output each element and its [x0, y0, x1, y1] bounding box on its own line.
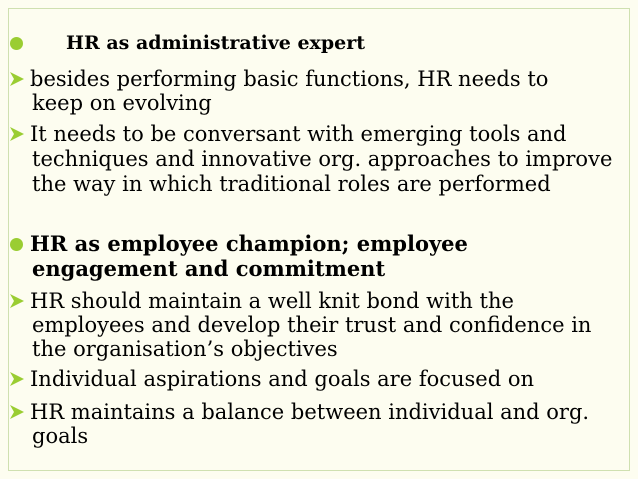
section2-point1-line1: HR should maintain a well knit bond with the	[30, 289, 514, 313]
bullet-dot-icon	[10, 37, 23, 50]
section1-point2-line2: techniques and innovative org. approaches to improve	[32, 147, 613, 171]
arrowhead-icon	[10, 127, 24, 141]
arrowhead-icon	[10, 372, 24, 386]
section2-point1-line3: the organisation’s objectives	[32, 337, 338, 361]
section2-point3-line1: HR maintains a balance between individual and org.	[30, 400, 590, 424]
arrowhead-icon	[10, 294, 24, 308]
section1-point2-line1: It needs to be conversant with emerging tools and	[30, 122, 567, 146]
section2-heading-line1: HR as employee champion; employee	[30, 231, 468, 256]
arrowhead-icon	[10, 405, 24, 419]
section1-point1-line2: keep on evolving	[32, 91, 212, 115]
section2-point1-line2: employees and develop their trust and confidence in	[32, 313, 592, 337]
section1-point1-line1: besides performing basic functions, HR needs to	[30, 67, 549, 91]
arrowhead-icon	[10, 72, 24, 86]
section2-point3-line2: goals	[32, 424, 89, 448]
section1-heading: HR as administrative expert	[66, 32, 366, 54]
bullet-dot-icon	[10, 238, 23, 251]
section2-point2-line1: Individual aspirations and goals are focused on	[30, 367, 535, 391]
section2-heading-line2: engagement and commitment	[32, 256, 386, 281]
section1-point2-line3: the way in which traditional roles are performed	[32, 172, 551, 196]
